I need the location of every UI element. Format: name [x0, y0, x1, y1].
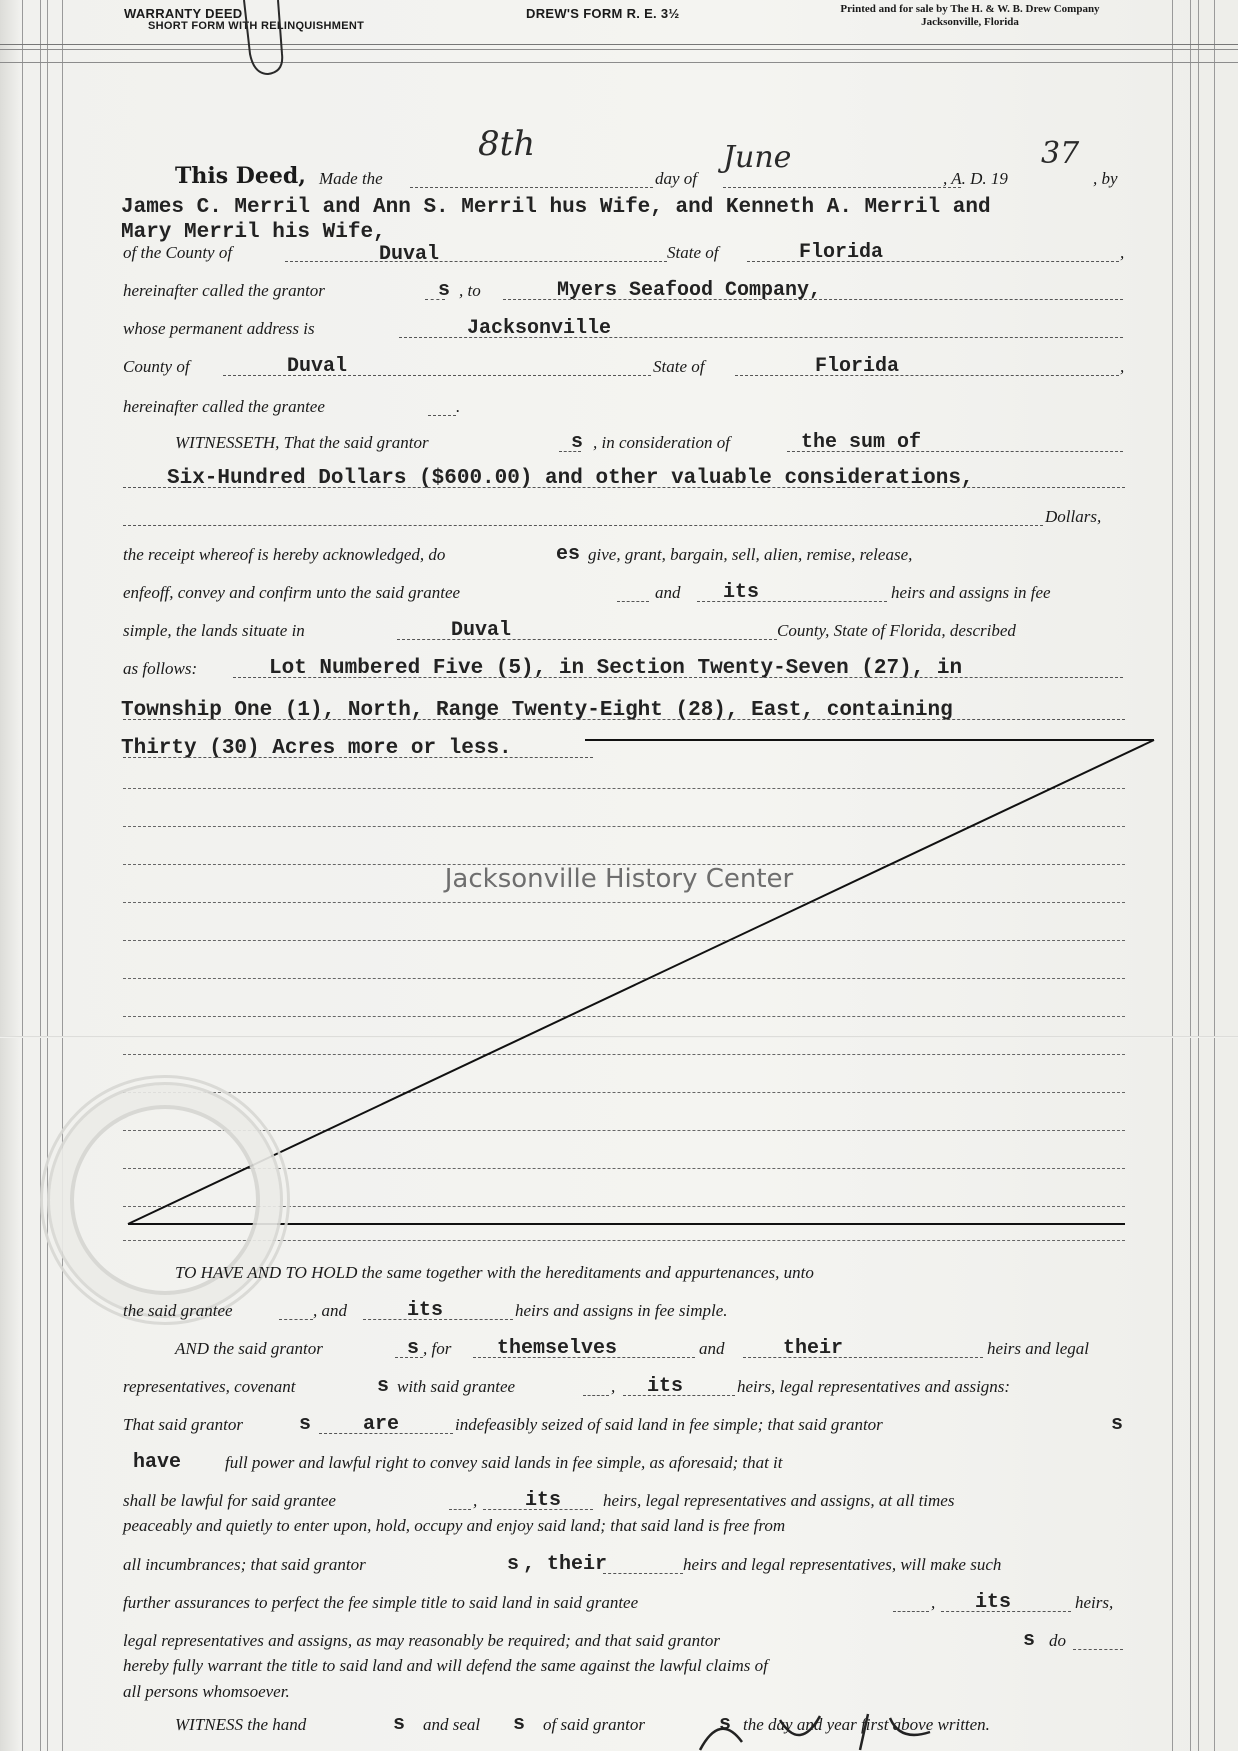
form-subtitle: SHORT FORM WITH RELINQUISHMENT	[148, 20, 365, 32]
habendum-text: with said grantee	[397, 1377, 516, 1396]
blank-line	[1073, 1649, 1123, 1650]
habendum-text: heirs, legal representatives and assigns, at all times	[603, 1491, 955, 1510]
habendum-line-4	[123, 1374, 1125, 1400]
habendum-line-11	[123, 1628, 1125, 1654]
grantee-county-line: County of Duval State of Florida ,	[123, 355, 1125, 378]
grantor-county: Duval	[379, 243, 440, 266]
by-label: , by	[1093, 169, 1118, 188]
habendum-text: of said grantor	[543, 1715, 646, 1734]
habendum-text: heirs and legal representatives, will make such	[683, 1555, 1002, 1574]
address-label: whose permanent address is	[123, 319, 315, 338]
witnesseth-suffix: s	[571, 431, 584, 454]
blank-line	[583, 1395, 609, 1396]
made-the-label: Made the	[319, 169, 383, 188]
habendum-text: do	[1049, 1631, 1066, 1650]
typed-their: , their	[523, 1553, 608, 1576]
typed-its: its	[975, 1591, 1012, 1614]
habendum-line-8: peaceably and quietly to enter upon, hold, occupy and enjoy said land; that said land is free from	[123, 1516, 786, 1535]
habendum-text: ,	[611, 1377, 616, 1396]
typed-its: its	[407, 1299, 444, 1322]
receipt-text: the receipt whereof is hereby acknowledged, do	[123, 545, 446, 564]
habendum-line-1	[123, 1260, 1125, 1286]
grantee-state: Florida	[815, 355, 900, 378]
habendum-line-3	[123, 1336, 1125, 1362]
consideration-2: Six-Hundred Dollars ($600.00) and other valuable considerations,	[167, 467, 974, 490]
habendum-line-7	[123, 1488, 1125, 1514]
ad-label: , A. D. 19	[943, 169, 1008, 188]
habendum-text: heirs and legal	[987, 1339, 1089, 1358]
grantor-county-line: of the County of Duval State of Florida ,	[123, 241, 1125, 266]
habendum-text: heirs and assigns in fee simple.	[515, 1301, 728, 1320]
situate-text: simple, the lands situate in	[123, 621, 305, 640]
habendum-line-9	[123, 1552, 1125, 1578]
blank-line	[893, 1611, 929, 1612]
signature-stroke	[690, 1712, 950, 1751]
consideration-1: the sum of	[801, 431, 922, 454]
legal-description-3: Thirty (30) Acres more or less.	[121, 737, 512, 760]
typed-s: s	[1023, 1629, 1036, 1652]
habendum-text: the said grantee	[123, 1301, 233, 1320]
typed-s: s	[507, 1553, 520, 1576]
blank-line	[279, 1319, 313, 1320]
handwritten-day: 8th	[478, 124, 536, 164]
habendum-text: the day and year first above written.	[743, 1715, 990, 1734]
habendum-text: all incumbrances; that said grantor	[123, 1555, 366, 1574]
state-label: State of	[653, 357, 705, 376]
blank-line	[743, 1357, 983, 1358]
typed-s: s	[513, 1713, 526, 1736]
grantor-label: hereinafter called the grantor	[123, 281, 325, 300]
blank-line	[603, 1573, 683, 1574]
typed-s: s	[719, 1713, 732, 1736]
printer-line: Jacksonville, Florida	[921, 16, 1019, 28]
form-number: DREW'S FORM R. E. 3½	[526, 6, 680, 21]
enfeoff-its: its	[723, 581, 760, 604]
grantee-label: hereinafter called the grantee	[123, 397, 325, 416]
grantors-line-1: James C. Merril and Ann S. Merril hus Wife, and Kenneth A. Merril and	[121, 196, 991, 219]
grantee-address: Jacksonville	[467, 317, 612, 340]
blank-line	[449, 1509, 471, 1510]
county-label: County of	[123, 357, 190, 376]
typed-s: s	[407, 1337, 420, 1360]
habendum-text: heirs,	[1075, 1593, 1114, 1612]
grantee-label-line: hereinafter called the grantee .	[123, 397, 461, 416]
habendum-text: and	[699, 1339, 725, 1358]
lands-county: Duval	[451, 619, 512, 642]
habendum-text: ,	[473, 1491, 478, 1510]
grantee-name: Myers Seafood Company,	[557, 279, 822, 302]
typed-s: s	[393, 1713, 406, 1736]
as-follows-label: as follows:	[123, 659, 198, 678]
habendum-text: and seal	[423, 1715, 481, 1734]
enfeoff-text: heirs and assigns in fee	[891, 583, 1051, 602]
receipt-es: es	[556, 543, 581, 566]
grantor-suffix: s	[438, 279, 451, 302]
typed-have: have	[133, 1451, 182, 1474]
form-title: WARRANTY DEED	[124, 6, 243, 21]
habendum-line-2	[123, 1298, 1125, 1324]
embossed-seal-icon	[40, 1075, 290, 1325]
typed-their: their	[783, 1337, 844, 1360]
situate-text: County, State of Florida, described	[777, 621, 1016, 640]
habendum-text: representatives, covenant	[123, 1377, 296, 1396]
habendum-text: TO HAVE AND TO HOLD the same together with the hereditaments and appurtenances, unto	[175, 1263, 814, 1282]
state-label: State of	[667, 243, 719, 262]
habendum-text: , and	[313, 1301, 347, 1320]
habendum-text: AND the said grantor	[175, 1339, 323, 1358]
legal-description-1: Lot Numbered Five (5), in Section Twenty-Seven (27), in	[269, 657, 963, 680]
habendum-text: heirs, legal representatives and assigns:	[737, 1377, 1011, 1396]
habendum-text: indefeasibly seized of said land in fee simple; that said grantor	[455, 1415, 883, 1434]
habendum-text: full power and lawful right to convey said lands in fee simple, as aforesaid; that it	[225, 1453, 783, 1472]
habendum-line-12: hereby fully warrant the title to said land and will defend the same against the lawful claims of	[123, 1656, 768, 1675]
dollars-label: Dollars,	[1045, 507, 1102, 526]
witnesseth-label: WITNESSETH, That the said grantor	[175, 433, 429, 452]
habendum-text: shall be lawful for said grantee	[123, 1491, 336, 1510]
habendum-text: legal representatives and assigns, as may reasonably be required; and that said grantor	[123, 1631, 720, 1650]
grantor-state: Florida	[799, 241, 884, 264]
habendum-line-13: all persons whomsoever.	[123, 1682, 290, 1701]
habendum-text: WITNESS the hand	[175, 1715, 307, 1734]
legal-description-2: Township One (1), North, Range Twenty-Eight (28), East, containing	[121, 699, 953, 722]
watermark: Jacksonville History Center	[444, 864, 794, 894]
typed-themselves: themselves	[497, 1337, 618, 1360]
typed-s: s	[1111, 1413, 1124, 1436]
witness-line	[123, 1712, 1125, 1738]
county-label: of the County of	[123, 243, 233, 262]
typed-s: s	[299, 1413, 312, 1436]
handwritten-month: June	[723, 140, 792, 175]
deed-title: This Deed,	[175, 163, 306, 189]
habendum-text: ,	[931, 1593, 936, 1612]
typed-are: are	[363, 1413, 400, 1436]
habendum-line-5	[123, 1412, 1125, 1438]
grantors-line-2: Mary Merril his Wife,	[121, 221, 386, 244]
and-label: and	[655, 583, 681, 602]
habendum-text: , for	[423, 1339, 452, 1358]
typed-s: s	[377, 1375, 390, 1398]
habendum-line-6	[123, 1450, 1125, 1476]
printer-line: Printed and for sale by The H. & W. B. Drew Company	[840, 3, 1100, 15]
to-label: , to	[459, 281, 481, 300]
habendum-text: That said grantor	[123, 1415, 243, 1434]
handwritten-year: 37	[1041, 136, 1080, 171]
habendum-line-10	[123, 1590, 1125, 1616]
day-of-label: day of	[655, 169, 698, 188]
typed-its: its	[647, 1375, 684, 1398]
habendum-text: further assurances to perfect the fee simple title to said land in said grantee	[123, 1593, 639, 1612]
enfeoff-text: enfeoff, convey and confirm unto the said grantee	[123, 583, 461, 602]
receipt-text: give, grant, bargain, sell, alien, remise, release,	[588, 545, 913, 564]
typed-its: its	[525, 1489, 562, 1512]
grantee-county: Duval	[287, 355, 348, 378]
consideration-label: , in consideration of	[593, 433, 730, 452]
